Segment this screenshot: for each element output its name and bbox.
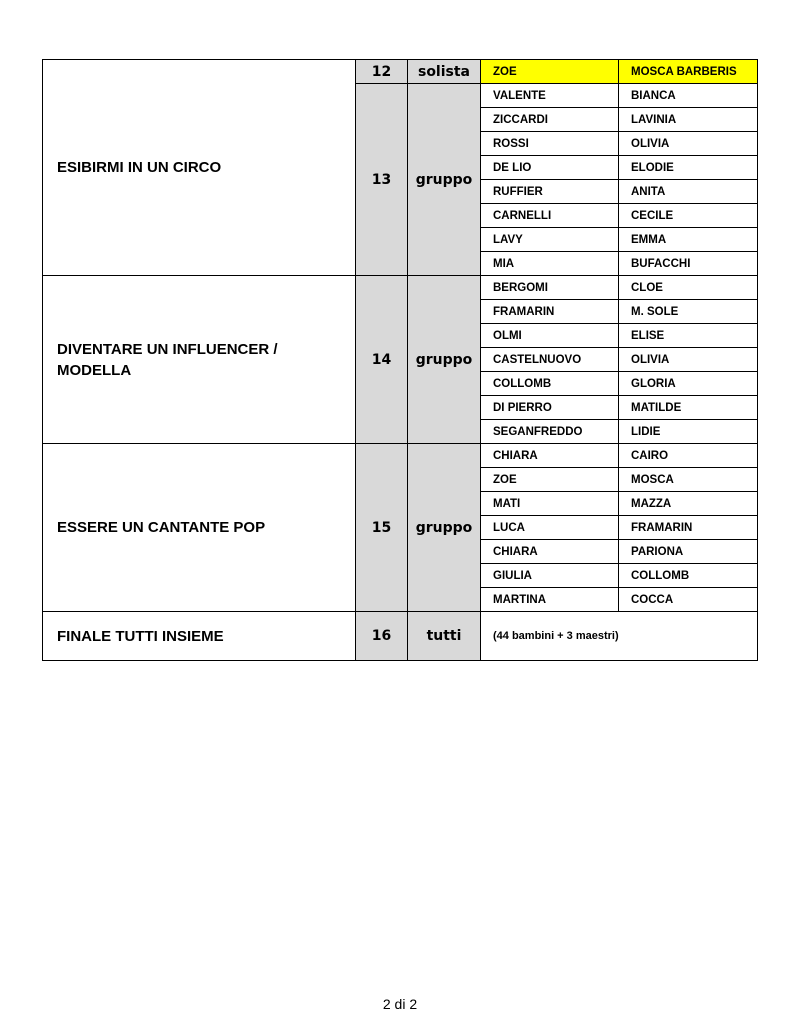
- participant-first-name: BIANCA: [619, 84, 758, 108]
- participant-first-name: PARIONA: [619, 540, 758, 564]
- section-number-13: 13: [356, 84, 408, 276]
- participant-last-name: FRAMARIN: [481, 300, 619, 324]
- participant-last-name: MATI: [481, 492, 619, 516]
- participant-first-name: COCCA: [619, 588, 758, 612]
- participant-last-name: BERGOMI: [481, 276, 619, 300]
- table-row: [43, 276, 758, 300]
- table-row-solo: [43, 60, 758, 84]
- final-type: tutti: [408, 612, 481, 661]
- participant-last-name: ROSSI: [481, 132, 619, 156]
- participant-first-name: ANITA: [619, 180, 758, 204]
- participant-last-name: LUCA: [481, 516, 619, 540]
- participant-first-name: GLORIA: [619, 372, 758, 396]
- participant-last-name: CHIARA: [481, 444, 619, 468]
- final-note: (44 bambini + 3 maestri): [481, 612, 758, 661]
- participant-last-name: DI PIERRO: [481, 396, 619, 420]
- participant-first-name: MAZZA: [619, 492, 758, 516]
- section-type-13: gruppo: [408, 84, 481, 276]
- solo-type: solista: [408, 60, 481, 84]
- table-row-final: [43, 612, 758, 661]
- participant-first-name: ELODIE: [619, 156, 758, 180]
- participant-first-name: FRAMARIN: [619, 516, 758, 540]
- participant-last-name: CARNELLI: [481, 204, 619, 228]
- participant-first-name: CECILE: [619, 204, 758, 228]
- section-title-1: ESIBIRMI IN UN CIRCO: [43, 60, 356, 276]
- participant-last-name: OLMI: [481, 324, 619, 348]
- participant-last-name: SEGANFREDDO: [481, 420, 619, 444]
- section-title-2: DIVENTARE UN INFLUENCER / MODELLA: [43, 276, 356, 444]
- participant-last-name: MIA: [481, 252, 619, 276]
- page-number: 2 di 2: [382, 996, 418, 1012]
- participant-last-name: LAVY: [481, 228, 619, 252]
- solo-first-name: MOSCA BARBERIS: [619, 60, 758, 84]
- participant-last-name: CHIARA: [481, 540, 619, 564]
- participant-first-name: LIDIE: [619, 420, 758, 444]
- participant-last-name: GIULIA: [481, 564, 619, 588]
- participant-first-name: CAIRO: [619, 444, 758, 468]
- section-title-3: ESSERE UN CANTANTE POP: [43, 444, 356, 612]
- participant-last-name: ZOE: [481, 468, 619, 492]
- final-title: FINALE TUTTI INSIEME: [43, 612, 356, 661]
- final-number: 16: [356, 612, 408, 661]
- participant-last-name: MARTINA: [481, 588, 619, 612]
- section-type-15: gruppo: [408, 444, 481, 612]
- participant-last-name: COLLOMB: [481, 372, 619, 396]
- solo-number: 12: [356, 60, 408, 84]
- participant-last-name: ZICCARDI: [481, 108, 619, 132]
- section-number-15: 15: [356, 444, 408, 612]
- section-number-14: 14: [356, 276, 408, 444]
- participant-first-name: BUFACCHI: [619, 252, 758, 276]
- participant-first-name: MOSCA: [619, 468, 758, 492]
- participant-last-name: RUFFIER: [481, 180, 619, 204]
- solo-last-name: ZOE: [481, 60, 619, 84]
- table-row: [43, 444, 758, 468]
- participant-first-name: LAVINIA: [619, 108, 758, 132]
- participant-first-name: ELISE: [619, 324, 758, 348]
- schedule-table: [42, 59, 758, 661]
- section-type-14: gruppo: [408, 276, 481, 444]
- participant-first-name: OLIVIA: [619, 348, 758, 372]
- participant-first-name: EMMA: [619, 228, 758, 252]
- participant-last-name: VALENTE: [481, 84, 619, 108]
- participant-last-name: CASTELNUOVO: [481, 348, 619, 372]
- participant-first-name: M. SOLE: [619, 300, 758, 324]
- participant-last-name: DE LIO: [481, 156, 619, 180]
- participant-first-name: OLIVIA: [619, 132, 758, 156]
- schedule-body: [43, 60, 758, 661]
- participant-first-name: CLOE: [619, 276, 758, 300]
- participant-first-name: MATILDE: [619, 396, 758, 420]
- participant-first-name: COLLOMB: [619, 564, 758, 588]
